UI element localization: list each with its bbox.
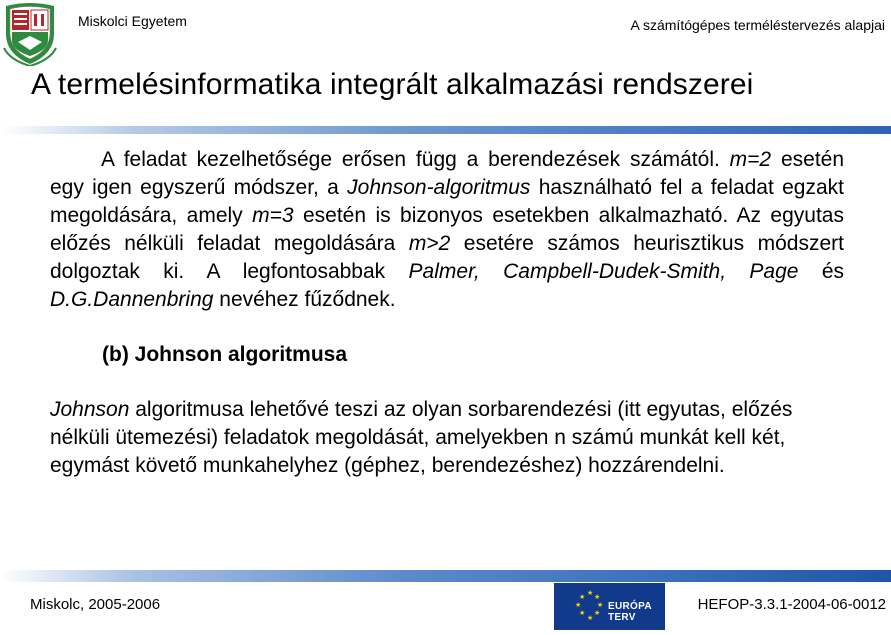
text-span: esetén egy igen egyszerű módszer, a	[50, 148, 845, 199]
header-divider	[0, 126, 891, 134]
section-heading-johnson: (b) Johnson algoritmusa	[102, 343, 348, 366]
slide-title: A termelésinformatika integrált alkalmazási rendszerei	[31, 68, 754, 101]
paragraph-flowshop	[50, 146, 844, 314]
logo-text: EURÓPA TERV	[608, 601, 652, 623]
svg-text:★: ★	[587, 614, 594, 622]
text-span: használható fel a feladat egzakt megoldására, amely	[50, 176, 844, 227]
text-span: esetén is bizonyos esetekben alkalmazható. Az egyutas előzés nélküli feladat megoldására	[50, 204, 844, 255]
header-university: Miskolci Egyetem	[78, 13, 187, 29]
text-span: nevéhez fűződnek.	[213, 288, 396, 311]
footer-location-date: Miskolc, 2005-2006	[30, 596, 161, 613]
italic-span: Johnson-algoritmus	[347, 176, 531, 199]
svg-text:★: ★	[575, 601, 582, 609]
svg-text:★: ★	[587, 589, 594, 597]
svg-text:★: ★	[594, 593, 601, 601]
university-crest-icon	[2, 0, 58, 66]
svg-text:★: ★	[579, 609, 586, 617]
paragraph-johnson	[50, 396, 850, 480]
europa-terv-logo-icon	[554, 583, 665, 630]
text-span: és	[798, 260, 845, 283]
italic-span: m=3	[252, 204, 294, 227]
italic-span: Johnson	[50, 398, 130, 421]
footer-divider	[0, 570, 891, 582]
italic-span: m>2	[408, 232, 451, 255]
italic-span: Palmer, Campbell-Dudek-Smith, Page	[408, 260, 799, 283]
italic-span: D.G.Dannenbring	[50, 288, 214, 311]
footer-project-code: HEFOP-3.3.1-2004-06-0012	[697, 596, 886, 613]
header-course: A számítógépes terméléstervezés alapjai	[630, 17, 885, 33]
svg-text:★: ★	[597, 601, 604, 609]
text-span: A feladat kezelhetősége erősen függ a berendezések számától.	[101, 148, 730, 171]
italic-span: m=2	[729, 148, 772, 171]
text-span: esetére számos heurisztikus módszert dolgoztak ki. A legfontosabbak	[50, 232, 844, 283]
svg-text:★: ★	[579, 593, 586, 601]
text-span: algoritmusa lehetővé teszi az olyan sorbarendezési (itt egyutas, előzés nélküli ütemezési) feladatok megoldását, amelyekben n számú munkát kell két, egymást követő munkahelyhez (géphez, berendezéshez) hozzárendelni.	[50, 398, 793, 477]
svg-text:★: ★	[594, 609, 601, 617]
